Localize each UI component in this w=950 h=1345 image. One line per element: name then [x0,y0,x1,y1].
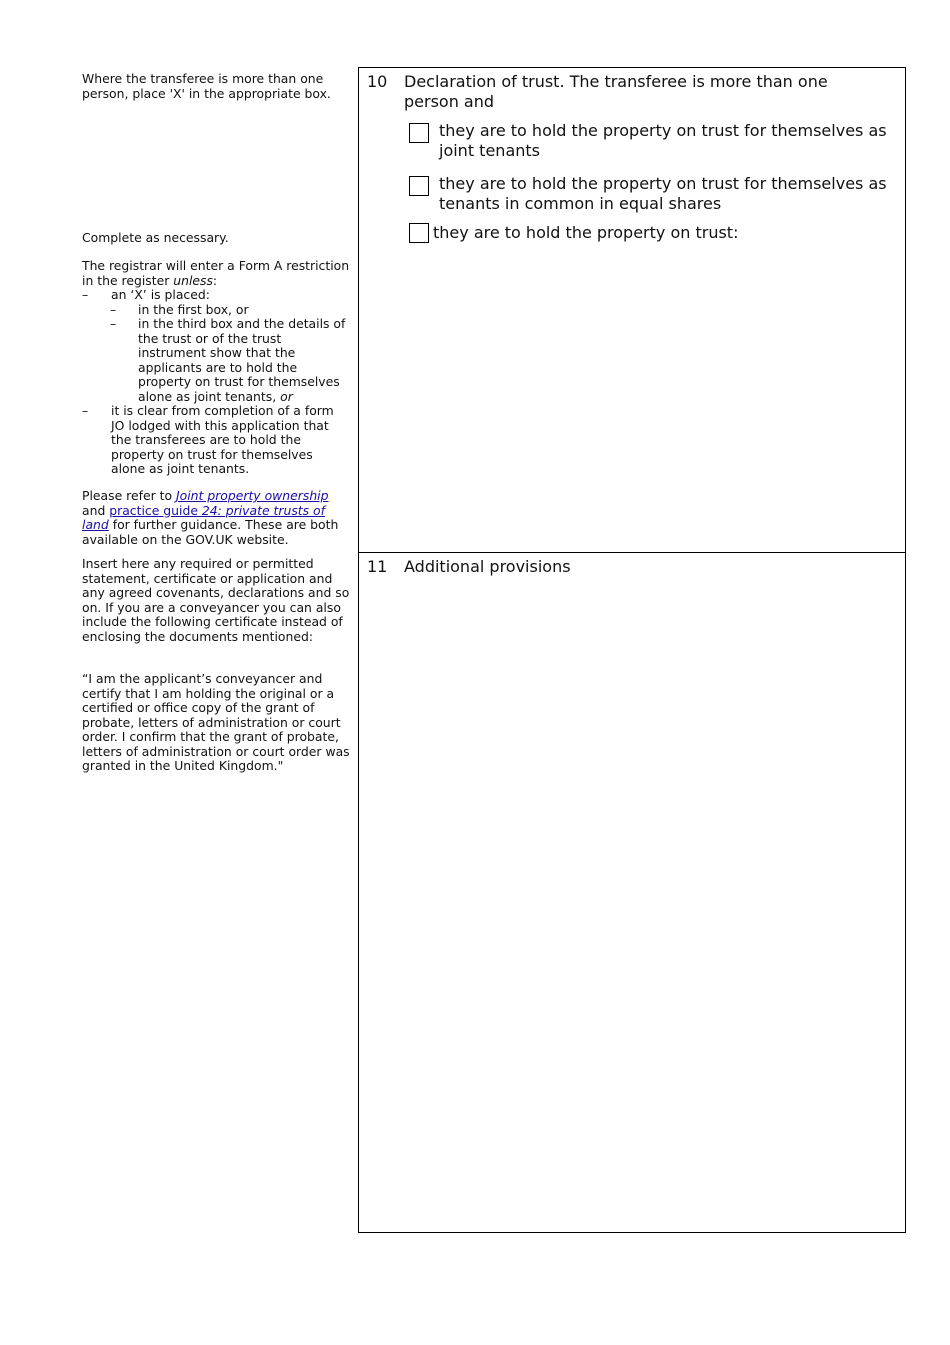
registrar-guidance: The registrar will enter a Form A restriction in the register unless: – an ‘X’ is placed: – in the first box, or – in the third box and the details of the trust or of the trust instrument show that the applicants are to hold the property on trust for themselves alone as joint tenants, or – it is clear from completion of a form JO lodged with this application that the transferees are to hold the property on trust for themselves alone as joint tenants. [82,258,350,476]
panel-10-title: Declaration of trust. The transferee is more than one person and [404,72,828,111]
complete-note: Complete as necessary. [82,230,229,245]
trust-details-area[interactable] [404,248,894,543]
condition-form-jo: – it is clear from completion of a form JO lodged with this application that the transferees are to hold the property on trust for themselves alone as joint tenants. [82,403,334,476]
condition-first-box: – in the first box, or [110,301,249,317]
section10-instruction: Where the transferee is more than one person, place 'X' in the appropriate box. [82,71,331,101]
condition-third-box: – in the third box and the details of the trust or of the trust instrument show that the applicants are to hold the property on trust for themselves alone as joint tenants, or [110,316,346,404]
panel-10-number: 10 [367,72,388,91]
joint-property-ownership-link[interactable]: Joint property ownership [176,488,329,503]
joint-tenants-label: they are to hold the property on trust for themselves as joint tenants [439,121,887,160]
panel-11-number: 11 [367,557,388,576]
tenants-in-common-checkbox[interactable] [409,176,429,196]
hold-on-trust-checkbox[interactable] [409,223,429,243]
practice-guide-24-link[interactable]: practice guide 24: private trusts of land [82,502,325,532]
panel-declaration-of-trust [358,67,906,553]
section11-instruction: Insert here any required or permitted statement, certificate or application and any agreed covenants, declarations and so on. If you are a conveyancer you can also include the following certificate instead of enclosing the documents mentioned: [82,556,350,644]
conveyancer-certificate: “I am the applicant’s conveyancer and certify that I am holding the original or a certified or office copy of the grant of probate, letters of administration or court order. I confirm that the grant of probate, letters of administration or court order was granted in the United Kingdom." [82,671,350,773]
tenants-in-common-label: they are to hold the property on trust for themselves as tenants in common in equal shares [439,174,887,213]
joint-tenants-checkbox[interactable] [409,123,429,143]
additional-provisions-area[interactable] [404,587,894,1217]
panel-additional-provisions [358,552,906,1233]
hold-on-trust-label: they are to hold the property on trust: [433,223,739,242]
further-guidance: Please refer to Joint property ownership and practice guide 24: private trusts of land for further guidance. These are both available on the GOV.UK website. [82,488,339,547]
condition-x-placed: – an ‘X’ is placed: [82,287,210,302]
panel-11-title: Additional provisions [404,557,571,576]
